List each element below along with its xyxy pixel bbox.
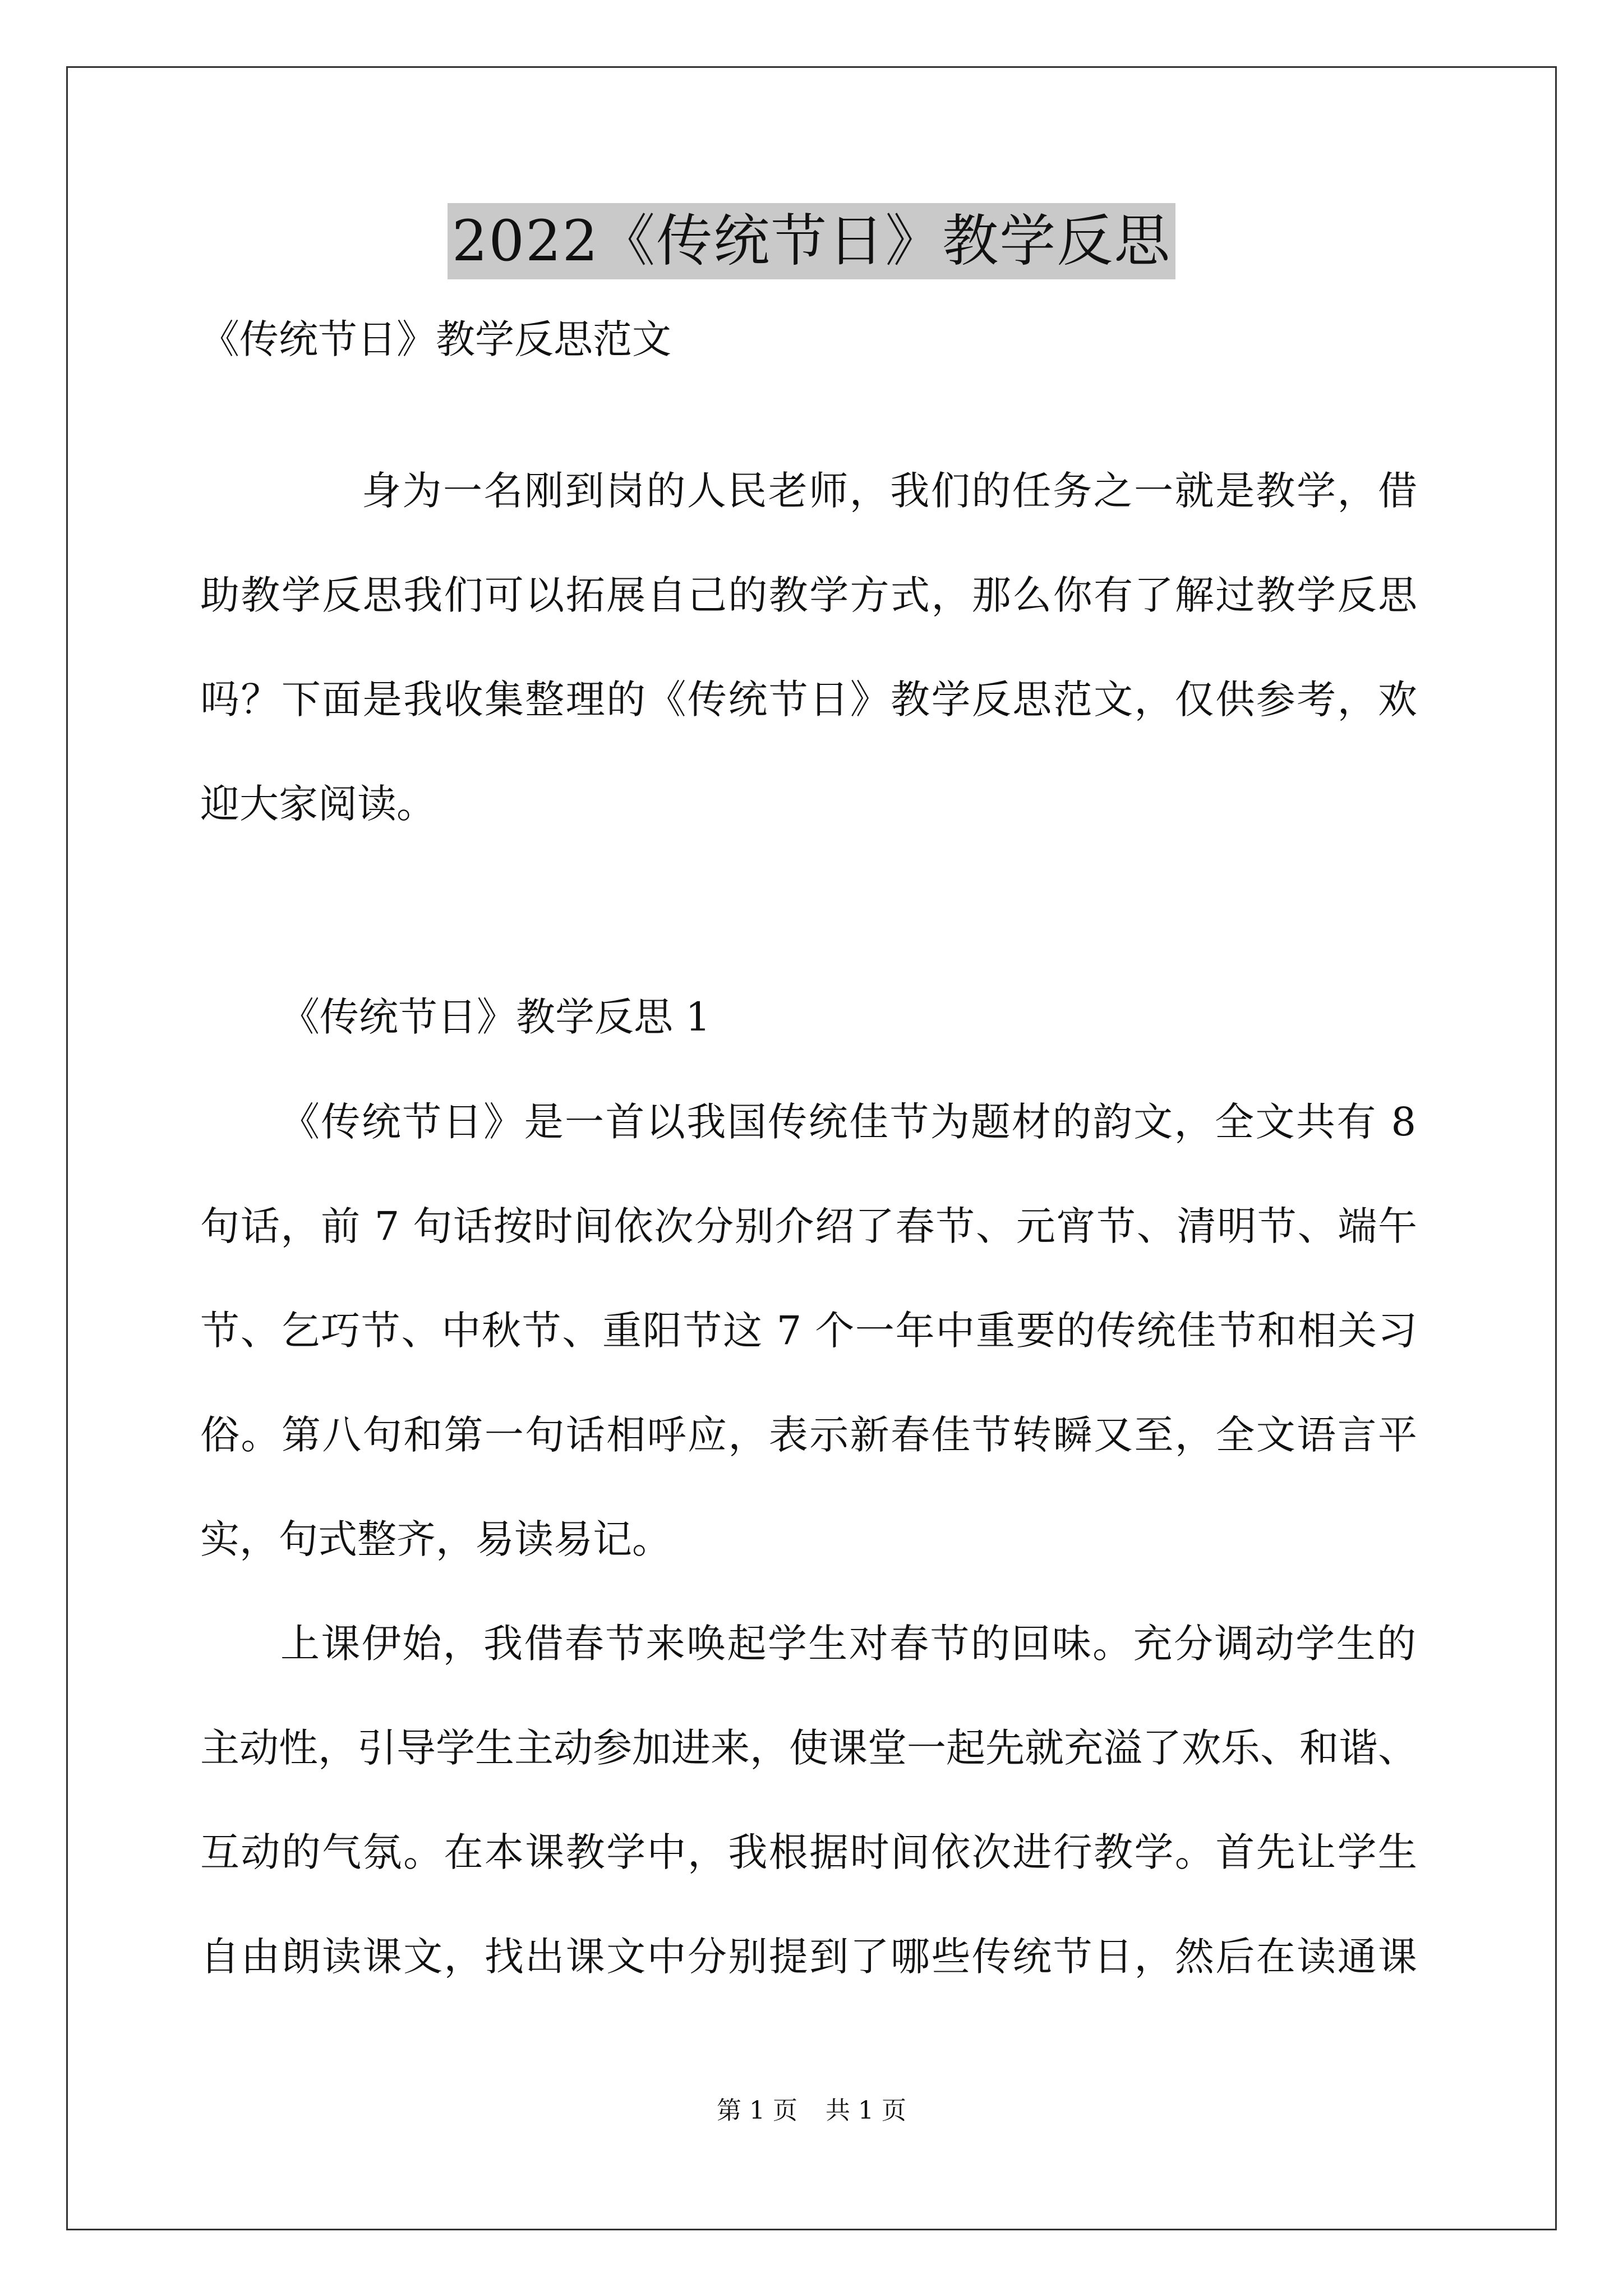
intro-line: 吗？下面是我收集整理的《传统节日》教学反思范文，仅供参考，欢 — [200, 677, 1417, 723]
page-border — [66, 66, 1557, 2230]
intro-line: 助教学反思我们可以拓展自己的教学方式，那么你有了解过教学反思 — [200, 572, 1417, 618]
paragraph-line: 俗。第八句和第一句话相呼应，表示新春佳节转瞬又至，全文语言平 — [200, 1412, 1417, 1458]
document-title: 2022《传统节日》教学反思 — [448, 203, 1176, 279]
paragraph-line: 主动性，引导学生主动参加进来，使课堂一起先就充溢了欢乐、和谐、 — [200, 1725, 1417, 1771]
paragraph-line: 上课伊始，我借春节来唤起学生对春节的回味。充分调动学生的 — [280, 1621, 1416, 1667]
paragraph-line: 节、乞巧节、中秋节、重阳节这 7 个一年中重要的传统佳节和相关习 — [200, 1308, 1417, 1354]
page-total: 共 1 页 — [826, 2096, 906, 2125]
paragraph-line: 句话，前 7 句话按时间依次分别介绍了春节、元宵节、清明节、端午 — [200, 1203, 1417, 1249]
paragraph-line: 《传统节日》是一首以我国传统佳节为题材的韵文，全文共有 8 — [280, 1099, 1416, 1145]
page-footer — [0, 2094, 1623, 2128]
title-wrap — [0, 203, 1623, 279]
document-subtitle: 《传统节日》教学反思范文 — [200, 316, 671, 362]
paragraph-line: 自由朗读课文，找出课文中分别提到了哪些传统节日，然后在读通课 — [200, 1934, 1417, 1980]
page-number: 第 1 页 — [717, 2096, 797, 2125]
paragraph-line: 互动的气氛。在本课教学中，我根据时间依次进行教学。首先让学生 — [200, 1829, 1417, 1875]
section-heading: 《传统节日》教学反思 1 — [280, 994, 711, 1040]
intro-line: 身为一名刚到岗的人民老师，我们的任务之一就是教学，借 — [362, 468, 1417, 514]
paragraph-line: 实，句式整齐，易读易记。 — [200, 1516, 671, 1562]
intro-line: 迎大家阅读。 — [200, 781, 436, 827]
